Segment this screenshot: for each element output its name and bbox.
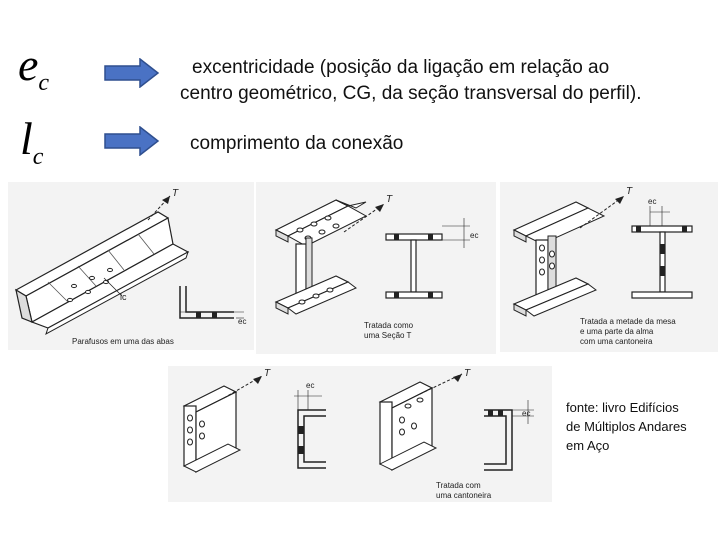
fig2-caption-line2: uma Seção T: [364, 331, 412, 340]
figure-channel-sections: [168, 366, 552, 502]
fig4-caption-line2: uma cantoneira: [436, 491, 492, 500]
right-arrow-icon: [104, 58, 160, 88]
fig3-caption-line3: com uma cantoneira: [580, 337, 653, 346]
fig4-load-label-1: T: [264, 368, 271, 379]
fig3-load-label: T: [626, 186, 633, 197]
source-line1: fonte: livro Edifícios: [566, 400, 679, 415]
ec-definition-text-1: excentricidade (posição da ligação em relação ao: [192, 57, 610, 78]
lc-symbol-subscript: c: [32, 144, 44, 170]
fig3-caption-line2: e uma parte da alma: [580, 327, 654, 336]
figure-i-section-tee: [256, 182, 496, 354]
figure-i-section-angle: [500, 182, 718, 352]
fig4-caption-line1: Tratada com: [436, 481, 481, 490]
ec-symbol-subscript: c: [38, 70, 50, 96]
ec-definition-line1: [180, 55, 710, 81]
fig1-ecc-label: ec: [238, 317, 247, 326]
ec-definition-line2: centro geométrico, CG, da seção transversal do perfil).: [180, 83, 642, 104]
lc-symbol-letter: l: [20, 113, 33, 164]
fig3-ecc-label: ec: [648, 197, 657, 206]
fig4-load-label-2: T: [464, 368, 471, 379]
lc-symbol: [20, 112, 44, 170]
fig1-lc-label: lc: [120, 292, 127, 302]
fig2-ecc-label: ec: [470, 231, 479, 240]
source-note: [566, 398, 716, 455]
fig2-caption-line1: Tratada como: [364, 321, 414, 330]
fig3-caption-line1: Tratada a metade da mesa: [580, 317, 676, 326]
ec-symbol-letter: e: [18, 39, 39, 90]
right-arrow-icon: [104, 126, 160, 156]
fig1-caption: Parafusos em uma das abas: [72, 337, 174, 346]
source-line2: de Múltiplos Andares: [566, 419, 687, 434]
fig1-load-label: T: [172, 188, 179, 199]
ec-definition: [180, 55, 710, 107]
fig4-ecc-label-1: ec: [306, 381, 315, 390]
fig4-ecc-label-2: ec: [522, 409, 531, 418]
source-line3: em Aço: [566, 438, 610, 453]
figure-angle-one-leg: [8, 182, 254, 350]
ec-symbol: [18, 38, 50, 96]
fig2-load-label: T: [386, 194, 393, 205]
lc-definition: comprimento da conexão: [190, 133, 404, 154]
